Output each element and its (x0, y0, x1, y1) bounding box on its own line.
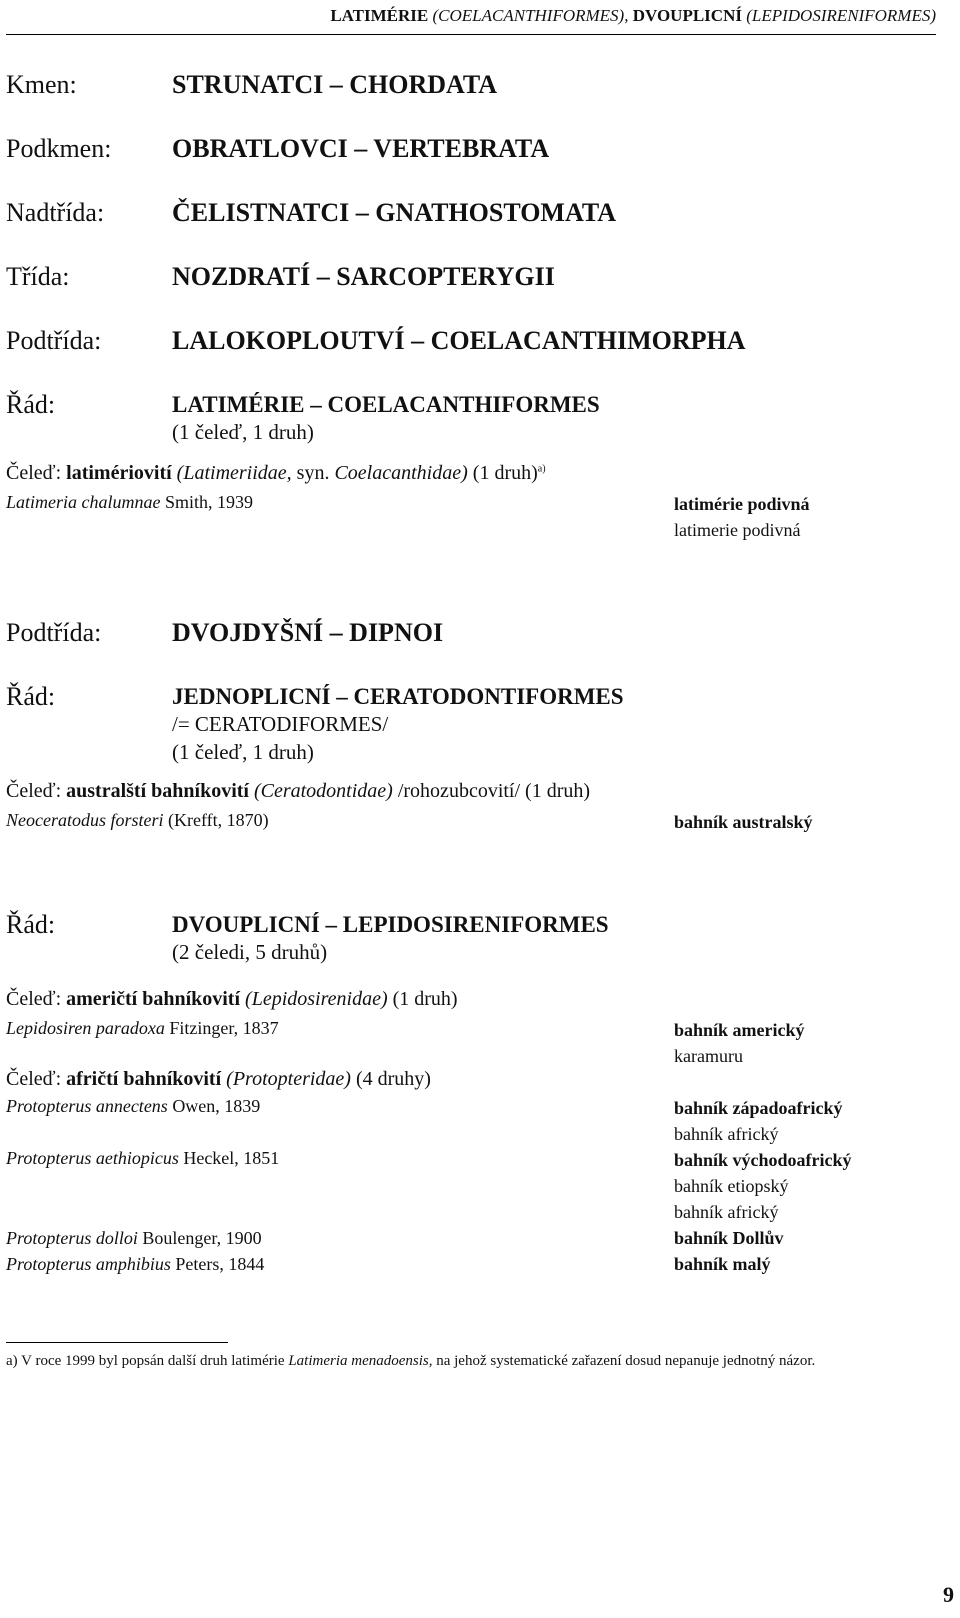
footnote-text2: na jehož systematické zařazení dosud nepanuje jednotný názor. (436, 1353, 816, 1369)
order2-syn: /= CERATODIFORMES/ (172, 712, 389, 736)
family1-syn: syn. (296, 462, 330, 484)
species2-line (6, 810, 269, 831)
family1-count: (1 druh) (472, 462, 538, 484)
family1-name: latimériovití (66, 462, 172, 484)
trida-value: NOZDRATÍ – SARCOPTERYGII (172, 262, 555, 291)
species3-author: Fitzinger, 1837 (169, 1018, 279, 1038)
species5-author: Heckel, 1851 (183, 1148, 280, 1168)
species7-author: Peters, 1844 (175, 1254, 265, 1274)
species4-cz-alt: bahník africký (674, 1124, 779, 1144)
species2-author: (Krefft, 1870) (168, 810, 269, 830)
footnote-ref: a) (537, 463, 546, 475)
footnote-marker: a) (6, 1353, 18, 1369)
species1-cz: latimérie podivná (674, 494, 810, 514)
family2-line (6, 780, 590, 803)
nadtrida-value: ČELISTNATCI – GNATHOSTOMATA (172, 198, 617, 227)
order2-label: Řád: (6, 682, 56, 711)
kmen-value: STRUNATCI – CHORDATA (172, 70, 498, 99)
species7-line (6, 1254, 264, 1275)
species5-line (6, 1148, 279, 1169)
family4-count: (4 druhy) (355, 1068, 431, 1090)
header-part4: (LEPIDOSIRENIFORMES) (746, 6, 936, 25)
family4-latin: (Protopteridae) (226, 1068, 351, 1090)
family3-line (6, 988, 458, 1011)
family4-prefix: Čeleď: (6, 1068, 62, 1090)
family3-latin: (Lepidosirenidae) (245, 988, 388, 1010)
podtrida2-label: Podtřída: (6, 618, 102, 647)
header-divider (6, 34, 936, 35)
species6-latin: Protopterus dolloi (6, 1228, 138, 1248)
order1-title: LATIMÉRIE – COELACANTHIFORMES (172, 392, 600, 417)
species3-cz: bahník americký (674, 1020, 805, 1040)
species5-cz-alt2: bahník africký (674, 1202, 779, 1222)
order3-sub: (2 čeledi, 5 druhů) (172, 940, 328, 964)
species5-cz-alt: bahník etiopský (674, 1176, 789, 1196)
species2-cz: bahník australský (674, 812, 813, 832)
family4-name: afričtí bahníkovití (66, 1068, 222, 1090)
species1-latin: Latimeria chalumnae (6, 492, 161, 512)
species1-author: Smith, 1939 (165, 492, 254, 512)
species7-cz: bahník malý (674, 1254, 771, 1274)
podtrida2-value: DVOJDYŠNÍ – DIPNOI (172, 618, 444, 647)
footnote-latin: Latimeria menadoensis, (288, 1353, 433, 1369)
species4-line (6, 1096, 260, 1117)
family1-line (6, 462, 546, 485)
species3-latin: Lepidosiren paradoxa (6, 1018, 165, 1038)
species5-cz: bahník východoafrický (674, 1150, 852, 1170)
family2-prefix: Čeleď: (6, 780, 62, 802)
running-header (330, 6, 936, 26)
order2-sub: (1 čeleď, 1 druh) (172, 740, 314, 764)
podkmen-label: Podkmen: (6, 134, 112, 163)
family1-latin2: Coelacanthidae) (334, 462, 468, 484)
species1-cz-alt: latimerie podivná (674, 520, 801, 540)
family1-latin: (Latimeriidae, (176, 462, 292, 484)
species2-latin: Neoceratodus forsteri (6, 810, 164, 830)
family1-prefix: Čeleď: (6, 462, 62, 484)
footnote (6, 1351, 946, 1371)
header-part3: DVOUPLICNÍ (632, 6, 742, 25)
trida-label: Třída: (6, 262, 70, 291)
footnote-text1: V roce 1999 byl popsán další druh latimérie (21, 1353, 285, 1369)
species7-latin: Protopterus amphibius (6, 1254, 171, 1274)
family2-alt: /rohozubcovití/ (397, 780, 521, 802)
family2-latin: (Ceratodontidae) (253, 780, 393, 802)
species4-latin: Protopterus annectens (6, 1096, 168, 1116)
species6-cz: bahník Dollův (674, 1228, 784, 1248)
podtrida-value: LALOKOPLOUTVÍ – COELACANTHIMORPHA (172, 326, 746, 355)
species4-author: Owen, 1839 (172, 1096, 261, 1116)
header-part1: LATIMÉRIE (330, 6, 429, 25)
order1-sub: (1 čeleď, 1 druh) (172, 420, 314, 444)
species5-latin: Protopterus aethiopicus (6, 1148, 179, 1168)
family4-line (6, 1068, 431, 1091)
species6-author: Boulenger, 1900 (142, 1228, 262, 1248)
family3-name: američtí bahníkovití (66, 988, 241, 1010)
species3-line (6, 1018, 279, 1039)
family2-name: australští bahníkovití (66, 780, 249, 802)
species6-line (6, 1228, 262, 1249)
podkmen-value: OBRATLOVCI – VERTEBRATA (172, 134, 550, 163)
order2-title: JEDNOPLICNÍ – CERATODONTIFORMES (172, 684, 624, 709)
kmen-label: Kmen: (6, 70, 77, 99)
footnote-divider (6, 1342, 228, 1343)
family2-count: (1 druh) (525, 780, 591, 802)
species1-line (6, 492, 253, 513)
order1-label: Řád: (6, 390, 56, 419)
page-number: 9 (943, 1582, 954, 1607)
species4-cz: bahník západoafrický (674, 1098, 843, 1118)
family3-prefix: Čeleď: (6, 988, 62, 1010)
podtrida-label: Podtřída: (6, 326, 102, 355)
header-part2: (COELACANTHIFORMES), (432, 6, 629, 25)
order3-title: DVOUPLICNÍ – LEPIDOSIRENIFORMES (172, 912, 609, 937)
family3-count: (1 druh) (392, 988, 458, 1010)
order3-label: Řád: (6, 910, 56, 939)
nadtrida-label: Nadtřída: (6, 198, 105, 227)
species3-cz-alt: karamuru (674, 1046, 743, 1066)
